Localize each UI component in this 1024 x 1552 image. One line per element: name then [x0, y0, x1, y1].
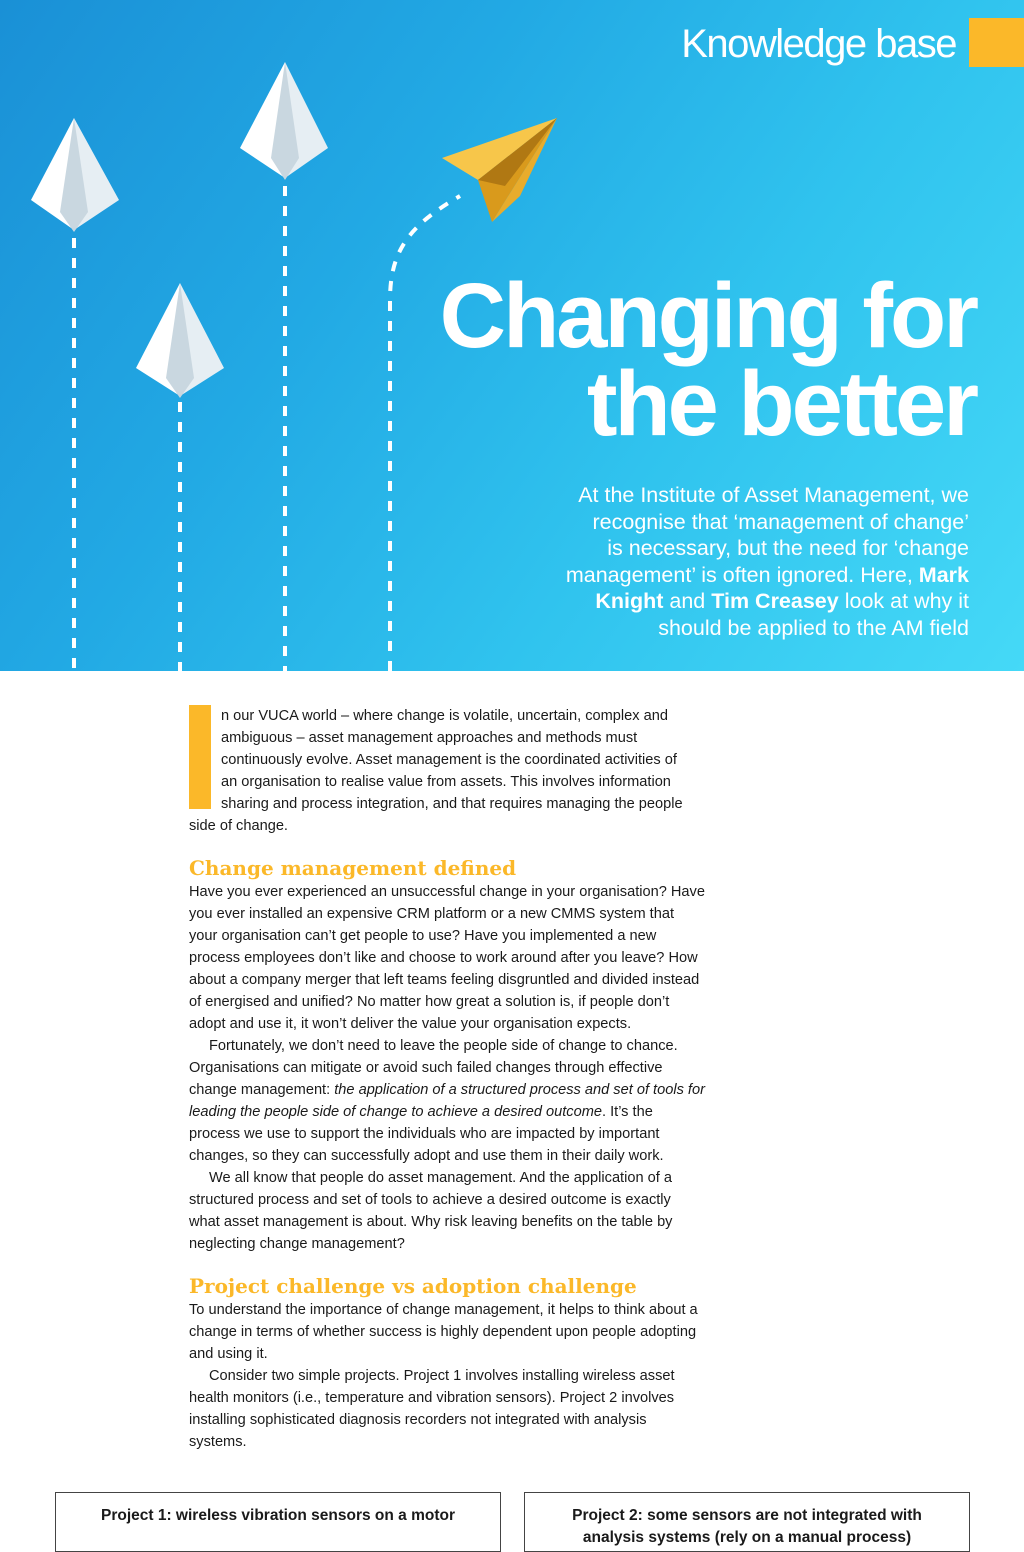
standfirst — [499, 482, 969, 641]
paper-plane-white-1 — [31, 118, 119, 232]
author-1-first: Mark — [918, 562, 969, 587]
table-header-project-2 — [524, 1492, 970, 1552]
section-heading-project-challenge: Project challenge vs adoption challenge — [189, 1274, 637, 1298]
lead-paragraph — [189, 705, 705, 837]
paper-plane-white-2 — [136, 283, 224, 398]
definition-italic: the application of a structured process and set of tools for leading the people side of change to achieve a desired outcome — [189, 1082, 705, 1120]
author-1-last: Knight — [595, 589, 664, 613]
paragraph-2 — [189, 1035, 705, 1167]
paragraph-3: We all know that people do asset management. And the application of a structured process and set of tools to achieve a desired outcome is exactly what asset management is about. Why risk leaving benefits on the table by neglecting change management? — [189, 1170, 673, 1252]
title-line-1: Changing for — [439, 265, 976, 367]
standfirst-line-5: look at why it — [844, 589, 969, 613]
standfirst-and: and — [669, 589, 706, 613]
section-heading-change-management: Change management defined — [189, 856, 517, 880]
paragraph-4: To understand the importance of change management, it helps to think about a change in terms of whether success is highly dependent upon people adopting and using it. — [189, 1302, 698, 1362]
standfirst-line-2: recognise that ‘management of change’ — [592, 509, 969, 534]
standfirst-line-3: is necessary, but the need for ‘change — [607, 536, 969, 560]
paper-plane-white-3 — [240, 62, 328, 180]
standfirst-line-4: management’ is often ignored. Here, — [565, 562, 913, 587]
section-label: Knowledge base — [681, 22, 956, 66]
paper-plane-gold — [442, 118, 557, 222]
lead-text — [189, 705, 705, 837]
paragraph-1: Have you ever experienced an unsuccessful change in your organisation? Have you ever installed an expensive CRM platform or a new CMMS system that your organisation can’t get people to use? Have you implemented a new process employees don’t like and choose to work around after you leave? How about a company merger that left teams feeling disgruntled and divided instead of energised and unified? No matter how great a solution is, if people don’t adopt and use it, it won’t deliver the value your organisation expects. — [189, 884, 705, 1032]
author-2: Tim Creasey — [711, 589, 839, 613]
paragraph-5: Consider two simple projects. Project 1 involves installing wireless asset health monitors (i.e., temperature and vibration sensors). Project 2 involves installing sophisticated diagnosis recorders not integrated with analysis systems. — [189, 1368, 675, 1450]
project-2-line-1: Project 2: some sensors are not integrated with — [572, 1507, 922, 1524]
lead-line-5: sharing and process integration, and that requires managing the people — [221, 796, 683, 812]
hero-banner — [0, 0, 1024, 671]
lead-line-1: n our VUCA world – where change is volatile, uncertain, complex and — [221, 708, 668, 724]
title-line-2: the better — [586, 353, 976, 455]
standfirst-line-6: should be applied to the AM field — [658, 615, 969, 640]
table-header-project-1: Project 1: wireless vibration sensors on a motor — [55, 1492, 501, 1552]
drop-cap-i — [189, 705, 211, 809]
lead-line-3: continuously evolve. Asset management is the coordinated activities of — [221, 752, 677, 768]
lead-line-4: an organisation to realise value from assets. This involves information — [221, 774, 671, 790]
paragraph-2-a: Fortunately, we don’t need to leave the people side of change to chance. Organisations can mitigate or avoid such failed changes through effective change management: — [189, 1038, 678, 1098]
section-accent-block — [969, 18, 1024, 67]
paragraph-2-b: . It’s the process we use to support the individuals who are impacted by important changes, so they can successfully adopt and use them in their daily work. — [189, 1104, 664, 1164]
article-body — [189, 705, 705, 1453]
page-title — [439, 265, 976, 455]
lead-line-2: ambiguous – asset management approaches and methods must — [221, 730, 638, 746]
lead-line-6: side of change. — [189, 818, 288, 834]
project-2-line-2: analysis systems (rely on a manual process) — [582, 1529, 912, 1546]
standfirst-line-1: At the Institute of Asset Management, we — [578, 483, 969, 507]
